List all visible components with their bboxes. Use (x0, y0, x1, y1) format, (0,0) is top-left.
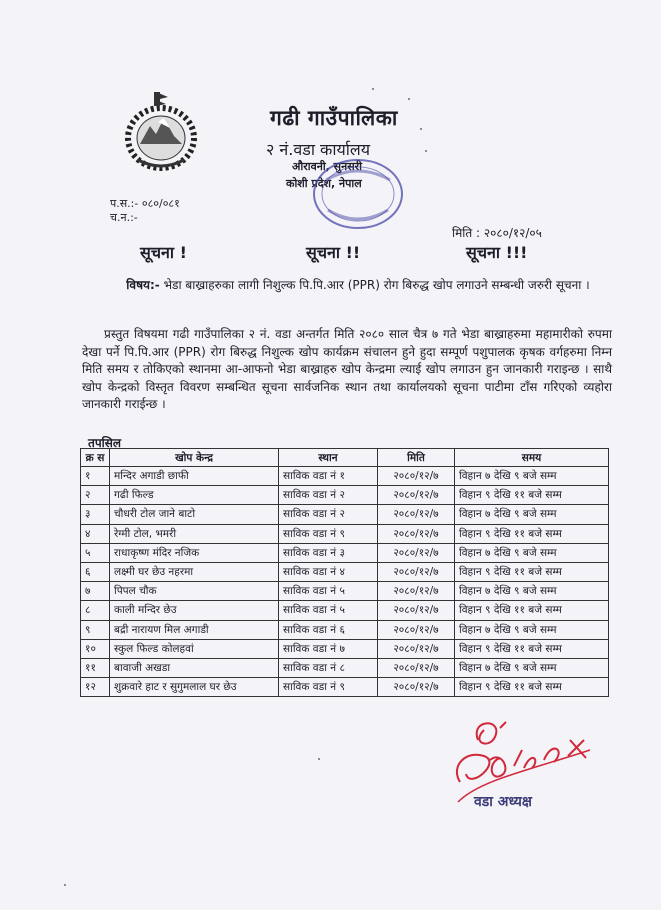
cell-location: साविक वडा नं ६ (279, 620, 378, 639)
column-header: स्थान (279, 449, 378, 467)
schedule-heading: तपसिल (88, 436, 122, 450)
cell-date: २०८०/१२/७ (378, 658, 455, 677)
table-row (81, 639, 609, 658)
cell-date: २०८०/१२/७ (378, 486, 455, 505)
cell-center: मन्दिर अगाडी छाफी (110, 467, 279, 486)
cell-center: पिपल चौक (110, 582, 279, 601)
cell-date: २०८०/१२/७ (378, 639, 455, 658)
paper-speck (408, 98, 410, 100)
notice-heading-2: सूचना !! (306, 243, 361, 262)
cell-serial: ११ (81, 658, 110, 677)
cell-location: साविक वडा नं ४ (279, 562, 378, 581)
cell-center: राधाकृष्ण मंदिर नजिक (110, 543, 279, 562)
cell-time: विहान ७ देखि ९ बजे सम्म (455, 582, 609, 601)
signatory-title: वडा अध्यक्ष (474, 794, 532, 810)
table-row (81, 582, 609, 601)
cell-center: चौधरी टोल जाने बाटो (110, 505, 279, 524)
cell-center: स्कुल फिल्ड कोलहवां (110, 639, 279, 658)
cell-serial: १ (81, 467, 110, 486)
column-header: समय (455, 449, 609, 467)
cell-date: २०८०/१२/७ (378, 620, 455, 639)
table-header-row (81, 449, 609, 467)
cell-serial: २ (81, 486, 110, 505)
nepal-emblem-icon (118, 88, 204, 174)
table-row (81, 524, 609, 543)
table-row (81, 658, 609, 677)
vaccination-schedule-table (80, 448, 609, 697)
cell-location: साविक वडा नं ९ (279, 524, 378, 543)
cell-location: साविक वडा नं ९ (279, 678, 378, 697)
cell-date: २०८०/१२/७ (378, 678, 455, 697)
cell-center: लक्ष्मी घर छेउ नहरमा (110, 562, 279, 581)
cell-serial: ४ (81, 524, 110, 543)
cell-time: विहान ९ देखि ११ बजे सम्म (455, 562, 609, 581)
cell-center: बद्री नारायण मिल अगाडी (110, 620, 279, 639)
cell-location: साविक वडा नं २ (279, 486, 378, 505)
cell-time: विहान ९ देखि ११ बजे सम्म (455, 524, 609, 543)
office-address: औरावनी, सुनसरी (292, 160, 363, 173)
cell-serial: १० (81, 639, 110, 658)
office-title: गढी गाउँपालिका (270, 106, 398, 130)
cell-center: रेग्मी टोल, भमरी (110, 524, 279, 543)
office-province: कोशी प्रदेश, नेपाल (286, 177, 362, 190)
table-row (81, 620, 609, 639)
cell-center: शुक्रवारे हाट र सुगुमलाल घर छेउ (110, 678, 279, 697)
paper-speck (425, 150, 427, 152)
table-row (81, 678, 609, 697)
table-row (81, 486, 609, 505)
paper-speck (64, 884, 66, 886)
cell-date: २०८०/१२/७ (378, 524, 455, 543)
cell-location: साविक वडा नं ५ (279, 582, 378, 601)
subject-label: विषय:- (126, 278, 160, 292)
column-header: मिति (378, 449, 455, 467)
notice-heading-1: सूचना ! (140, 243, 187, 262)
paper-speck (318, 758, 320, 760)
cell-location: साविक वडा नं ८ (279, 658, 378, 677)
cell-time: विहान ७ देखि ९ बजे सम्म (455, 658, 609, 677)
cell-time: विहान ९ देखि ११ बजे सम्म (455, 601, 609, 620)
table-row (81, 601, 609, 620)
cell-location: साविक वडा नं ५ (279, 601, 378, 620)
cell-time: विहान ७ देखि ९ बजे सम्म (455, 505, 609, 524)
table-row (81, 543, 609, 562)
column-header: क्र स (81, 449, 110, 467)
table-row (81, 505, 609, 524)
cell-center: गढी फिल्ड (110, 486, 279, 505)
cell-date: २०८०/१२/७ (378, 582, 455, 601)
cell-date: २०८०/१२/७ (378, 562, 455, 581)
cell-center: काली मन्दिर छेउ (110, 601, 279, 620)
cell-time: विहान ९ देखि ११ बजे सम्म (455, 486, 609, 505)
subject-text: भेडा बाख्राहरुका लागी निशुल्क पि.पि.आर (PPR) रोग बिरुद्ध खोप लगाउने सम्बन्धी जरुरी सूचना । (163, 278, 590, 292)
cell-time: विहान ९ देखि ११ बजे सम्म (455, 678, 609, 697)
cell-location: साविक वडा नं २ (279, 505, 378, 524)
cell-serial: ६ (81, 562, 110, 581)
cell-serial: ९ (81, 620, 110, 639)
cell-date: २०८०/१२/७ (378, 601, 455, 620)
cell-time: विहान ७ देखि ९ बजे सम्म (455, 467, 609, 486)
cell-serial: १२ (81, 678, 110, 697)
cell-location: साविक वडा नं ३ (279, 543, 378, 562)
cell-serial: ७ (81, 582, 110, 601)
subject-line (98, 273, 618, 297)
cell-time: विहान ७ देखि ९ बजे सम्म (455, 543, 609, 562)
cell-date: २०८०/१२/७ (378, 543, 455, 562)
notice-body: प्रस्तुत विषयमा गढी गाउँपालिका २ नं. वडा अन्तर्गत मिति २०८० साल चैत्र ७ गते भेडा बाख्राहरुमा महामारीको रुपमा देखा पर्ने पि.पि.आर (PPR) रोग बिरुद्ध निशुल्क खोप कार्यक्रम संचालन हुने हुदा सम्पूर्ण पशुपालक कृषक वर्गहरुमा निम्न मिति समय र तोकिएको स्थानमा आ-आफनो भेडा बाख्राहरु खोप केन्द्रमा ल्याई खोप लगाउन हुन जानकारी गराइन्छ । साथै खोप केन्द्रको विस्तृत विवरण सम्बन्धित सूचना सार्वजनिक स्थान तथा कार्यालयको सूचना पाटीमा टाँस गरिएको व्यहोरा जानकारी गराईन्छ । (82, 327, 612, 411)
cell-center: बावाजी अखडा (110, 658, 279, 677)
cell-date: २०८०/१२/७ (378, 467, 455, 486)
reference-number: प.स.:- ०८०/०८१ (110, 197, 180, 210)
cell-serial: ८ (81, 601, 110, 620)
paper-speck (372, 88, 374, 90)
table-row (81, 467, 609, 486)
paper-speck (420, 128, 422, 130)
office-subtitle: २ नं.वडा कार्यालय (266, 140, 371, 159)
cell-serial: ३ (81, 505, 110, 524)
cell-date: २०८०/१२/७ (378, 505, 455, 524)
notice-heading-3: सूचना !!! (466, 243, 528, 262)
cell-serial: ५ (81, 543, 110, 562)
dispatch-number: च.न.:- (110, 211, 138, 224)
table-row (81, 562, 609, 581)
cell-time: विहान ९ देखि ११ बजे सम्म (455, 639, 609, 658)
cell-location: साविक वडा नं ७ (279, 639, 378, 658)
cell-time: विहान ७ देखि ९ बजे सम्म (455, 620, 609, 639)
column-header: खोप केन्द्र (110, 449, 279, 467)
cell-location: साविक वडा नं १ (279, 467, 378, 486)
notice-date: मिति : २०८०/१२/०५ (452, 226, 542, 240)
